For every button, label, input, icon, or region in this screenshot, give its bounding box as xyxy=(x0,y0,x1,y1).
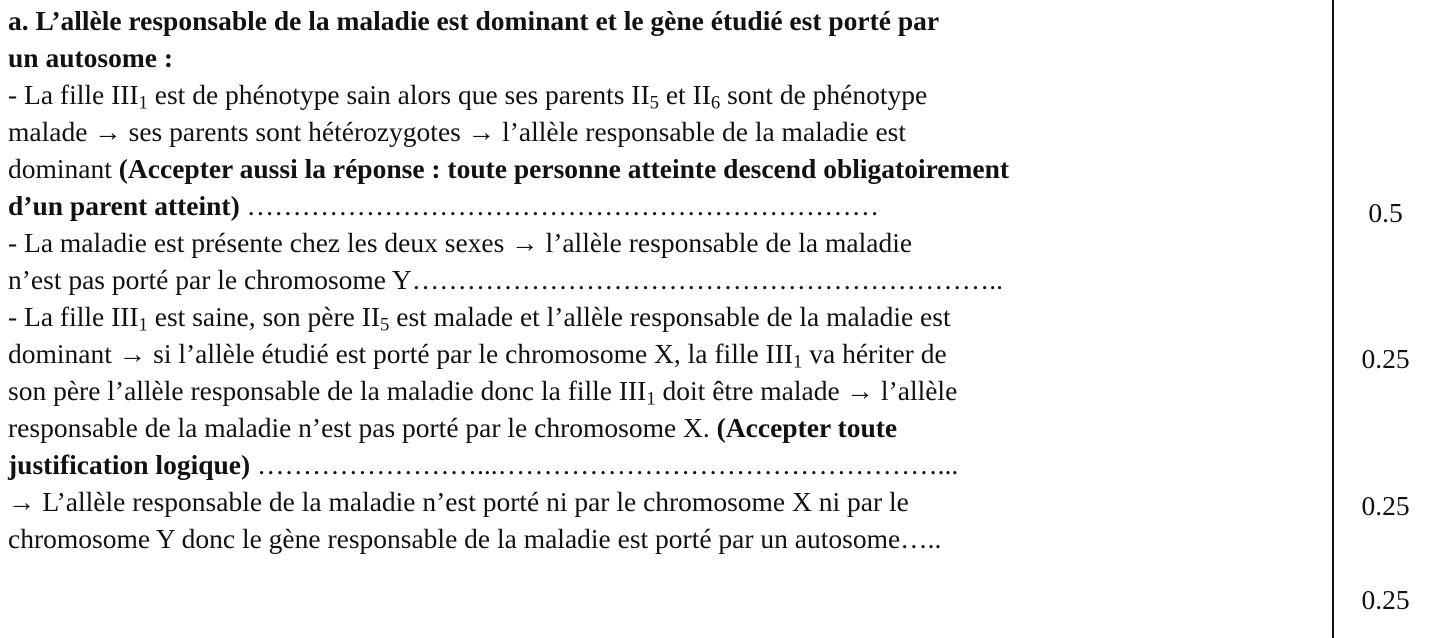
p3-line-2: dominant → si l’allèle étudié est porté par le chromosome X, la fille $III_1$ va hériter de xyxy=(8,338,947,373)
p4-line-1: → L’allèle responsable de la maladie n’est porté ni par le chromosome X ni par le xyxy=(8,486,909,517)
score-0-25-c: 0.25 xyxy=(1361,584,1410,615)
score-0-25-b: 0.25 xyxy=(1361,490,1410,521)
p3-line-5: justification logique) ……………………...…………………………………………... xyxy=(8,449,959,480)
p3-line-1: - La fille $III_1$ est saine, son père $II_5$ est malade et l’allèle responsable de la maladie est xyxy=(8,301,951,336)
p2-line-2: n’est pas porté par le chromosome Y……………………………………………………….. xyxy=(8,264,1003,295)
p3-line-4: responsable de la maladie n’est pas porté par le chromosome X. (Accepter toute xyxy=(8,412,898,443)
score-0-25-a: 0.25 xyxy=(1361,343,1410,374)
score-0-5: 0.5 xyxy=(1368,197,1403,228)
column-divider xyxy=(1332,0,1334,638)
heading-line-1: a. L’allèle responsable de la maladie est dominant et le gène étudié est porté par xyxy=(8,5,940,36)
p1-line-3: dominant (Accepter aussi la réponse : toute personne atteinte descend obligatoirement xyxy=(8,153,1010,184)
heading-line-2: un autosome : xyxy=(8,42,174,73)
p1-line-4: d’un parent atteint) …………………………………………………………… xyxy=(8,190,880,221)
p1-line-1: - La fille $III_1$ est de phénotype sain alors que ses parents $II_5$ et $II_6$ sont de phénotype xyxy=(8,79,928,114)
p2-line-1: - La maladie est présente chez les deux sexes → l’allèle responsable de la maladie xyxy=(8,227,913,258)
p4-line-2: chromosome Y donc le gène responsable de la maladie est porté par un autosome….. xyxy=(8,523,942,554)
p3-line-3: son père l’allèle responsable de la maladie donc la fille $III_1$ doit être malade → l’allèle xyxy=(8,375,958,410)
p1-line-2: malade → ses parents sont hétérozygotes → l’allèle responsable de la maladie est xyxy=(8,116,907,147)
